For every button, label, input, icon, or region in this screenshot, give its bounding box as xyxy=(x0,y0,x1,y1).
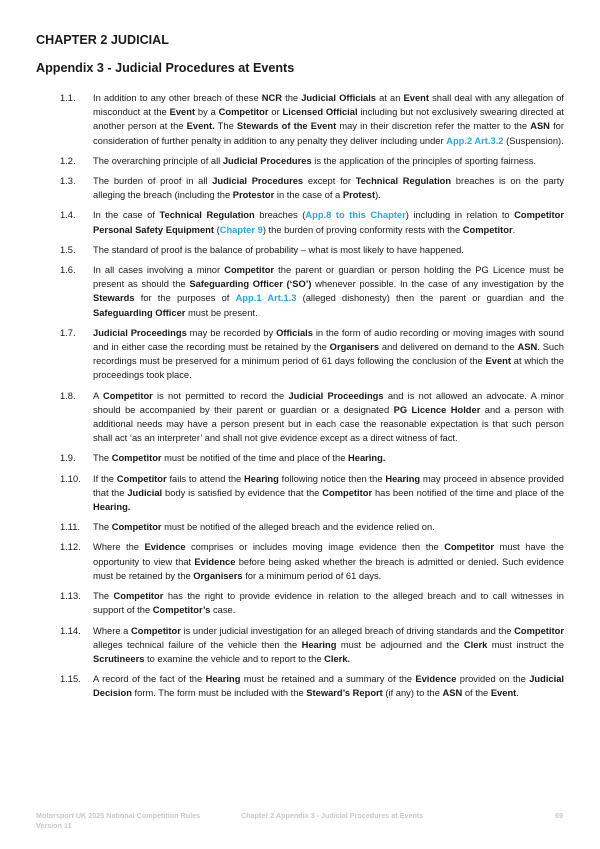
text-run: for a minimum period of 61 days. xyxy=(242,570,382,581)
article-number: 1.1. xyxy=(60,93,76,103)
defined-term: Organisers xyxy=(329,342,380,353)
article-item xyxy=(60,154,564,168)
defined-term: Competitor Personal Safety Equipment xyxy=(93,210,564,235)
text-run: alleges technical failure of the vehicle then the xyxy=(93,639,302,650)
text-run: is not permitted to record the xyxy=(152,390,289,401)
text-run: including but not exclusively swearing directed at another person at the xyxy=(93,107,564,132)
text-run: Where the xyxy=(93,542,145,553)
footer-publication xyxy=(36,811,200,831)
text-run: shall deal with any allegation of misconduct at the xyxy=(93,93,564,118)
article-item xyxy=(60,520,564,534)
text-run: ( xyxy=(213,224,220,235)
text-run: If the xyxy=(93,473,117,484)
defined-term: Competitor’s xyxy=(152,605,211,616)
defined-term: Competitor xyxy=(131,625,181,636)
footer-page-number: 69 xyxy=(555,811,563,820)
text-run: Where a xyxy=(93,625,132,636)
defined-term: Hearing. xyxy=(348,453,386,464)
text-run: . xyxy=(516,688,519,699)
text-run: the xyxy=(282,93,302,103)
defined-term: Stewards xyxy=(93,293,135,304)
text-run: whenever possible. In the case of any investigation by the xyxy=(311,279,564,290)
article-text xyxy=(93,263,564,320)
defined-term: ASN xyxy=(530,121,550,132)
footer-version: Version 11 xyxy=(36,821,72,830)
text-run: has been notified of the time and place of the xyxy=(372,487,564,498)
chapter-title: CHAPTER 2 JUDICIAL xyxy=(36,33,169,47)
defined-term: Competitor xyxy=(113,591,164,602)
article-number: 1.5. xyxy=(60,244,76,255)
article-item xyxy=(60,208,564,236)
text-run: in the form of audio recording or moving images with sound and in either case the recording must be retained by the xyxy=(93,327,564,353)
defined-term: Officials xyxy=(276,327,313,338)
text-run: must be retained and a summary of the xyxy=(240,674,416,685)
text-run: The xyxy=(214,121,237,132)
cross-reference-link[interactable]: Chapter 9 xyxy=(219,224,263,235)
defined-term: Competitor xyxy=(111,522,162,533)
defined-term: Competitor xyxy=(102,390,153,401)
defined-term: ASN xyxy=(517,342,538,353)
article-item xyxy=(60,672,564,700)
article-number: 1.15. xyxy=(60,674,81,685)
text-run: and is not allowed an advocate. A minor should be accompanied by their parent or guardian or a designated xyxy=(93,390,564,415)
text-run: for the purposes of xyxy=(134,293,236,304)
text-run: body is satisfied by evidence that the xyxy=(162,487,323,498)
appendix-title: Appendix 3 - Judicial Procedures at Events xyxy=(36,61,295,75)
defined-term: Safeguarding Officer xyxy=(93,307,186,318)
text-run: The xyxy=(93,522,112,533)
defined-term: Technical Regulation xyxy=(355,176,452,187)
article-number: 1.14. xyxy=(60,625,81,636)
defined-term: Competitor xyxy=(111,453,162,464)
text-run: In all cases involving a minor xyxy=(93,265,225,276)
text-run: fails to attend the xyxy=(166,473,245,484)
defined-term: Clerk. xyxy=(324,653,351,664)
defined-term: Hearing. xyxy=(93,502,131,513)
article-item xyxy=(60,174,564,202)
article-item xyxy=(60,91,564,148)
article-text xyxy=(93,540,564,583)
text-run: of the xyxy=(462,688,491,699)
article-number: 1.11. xyxy=(60,522,81,533)
article-number: 1.9. xyxy=(60,453,76,464)
article-text xyxy=(93,326,564,383)
defined-term: Hearing xyxy=(301,639,337,650)
text-run: . Such recordings must be preserved for a minimum period of 61 days following the conclusion of the xyxy=(93,342,564,367)
defined-term: Judicial Decision xyxy=(93,674,565,699)
defined-term: Technical Regulation xyxy=(159,210,255,221)
text-run: The xyxy=(93,591,114,602)
text-run: The xyxy=(93,453,112,464)
defined-term: Event xyxy=(490,688,517,699)
defined-term: Licensed Official xyxy=(282,107,358,118)
text-run: The overarching principle of all xyxy=(93,155,223,166)
defined-term: Organisers xyxy=(193,570,243,581)
article-text xyxy=(93,91,564,148)
text-run: comprises or includes moving image evidence then the xyxy=(185,542,445,553)
article-text xyxy=(93,589,564,617)
text-run: (if any) to the xyxy=(382,688,443,699)
text-run: may proceed in absence provided that the xyxy=(93,473,565,498)
text-run: is under judicial investigation for an alleged breach of driving standards and the xyxy=(180,625,515,636)
article-number: 1.8. xyxy=(60,390,76,401)
cross-reference-link[interactable]: App.8 to this Chapter xyxy=(305,210,406,221)
article-number: 1.2. xyxy=(60,155,76,166)
text-run: the parent or guardian or person holding the PG Licence must be present as should the xyxy=(93,265,564,290)
text-run: in the case of a xyxy=(274,190,343,201)
defined-term: Competitor xyxy=(462,224,513,235)
defined-term: Scrutineers xyxy=(93,653,145,664)
text-run: at which the proceedings took place. xyxy=(93,356,564,381)
article-number: 1.4. xyxy=(60,210,76,221)
article-item xyxy=(60,589,564,617)
defined-term: Safeguarding Officer (‘SO’) xyxy=(189,279,312,290)
text-run: and a person with additional needs may have a person present but in each case the reasonable expectation is that such person shall act ‘as an interpreter’ and shall not give evidence except as a direct witness of fact. xyxy=(93,404,564,444)
defined-term: Clerk xyxy=(463,639,488,650)
article-number: 1.3. xyxy=(60,176,76,187)
text-run: In the case of xyxy=(93,210,160,221)
text-run: ). xyxy=(375,190,381,201)
text-run: must be present. xyxy=(185,307,258,318)
article-number: 1.7. xyxy=(60,327,76,338)
article-item xyxy=(60,472,564,515)
defined-term: Event xyxy=(169,107,196,118)
cross-reference-link[interactable]: App.1 Art.1.3 xyxy=(235,293,297,304)
text-run: must be notified of the alleged breach and the evidence relied on. xyxy=(161,522,435,533)
text-run: for consideration of further penalty in addition to any penalty they deliver including under xyxy=(93,121,564,146)
text-run: A record of the fact of the xyxy=(93,674,206,685)
text-run: breaches ( xyxy=(254,210,306,221)
article-text xyxy=(93,472,564,515)
defined-term: Hearing xyxy=(205,674,241,685)
text-run: case. xyxy=(210,605,236,616)
article-text xyxy=(93,389,564,446)
defined-term: Judicial Officials xyxy=(301,93,377,103)
article-number: 1.10. xyxy=(60,473,81,484)
defined-term: Protest xyxy=(342,190,376,201)
footer-publication-title: Motorsport UK 2025 National Competition Rules xyxy=(36,811,201,820)
cross-reference-link[interactable]: App.2 Art.3.2 xyxy=(446,135,504,146)
text-run: must have the opportunity to view that xyxy=(93,542,564,567)
article-item xyxy=(60,243,564,257)
text-run: except for xyxy=(303,176,356,187)
defined-term: NCR xyxy=(261,93,283,103)
defined-term: Evidence xyxy=(144,542,186,553)
article-text xyxy=(93,174,564,202)
text-run: A xyxy=(93,390,103,401)
text-run: ) the burden of proving conformity rests with the xyxy=(262,224,463,235)
text-run: breaches is on the party alleging the breach (including the xyxy=(93,176,564,201)
footer-section: Chapter 2 Appendix 3 - Judicial Procedures at Events xyxy=(241,811,424,820)
defined-term: Judicial Procedures xyxy=(222,155,312,166)
defined-term: Protestor xyxy=(232,190,275,201)
article-number: 1.13. xyxy=(60,591,81,602)
defined-term: Judicial Procedures xyxy=(212,176,304,187)
defined-term: Event xyxy=(403,93,429,103)
text-run: form. The form must be included with the xyxy=(131,688,307,699)
article-item xyxy=(60,263,564,320)
article-text xyxy=(93,672,564,700)
defined-term: Competitor xyxy=(218,107,269,118)
text-run: may be recorded by xyxy=(186,327,277,338)
article-item xyxy=(60,326,564,383)
article-item xyxy=(60,389,564,446)
text-run: must instruct the xyxy=(487,639,564,650)
article-number: 1.6. xyxy=(60,265,76,276)
text-run: and delivered on demand to the xyxy=(379,342,518,353)
article-text xyxy=(93,243,564,257)
defined-term: Event. xyxy=(186,121,215,132)
defined-term: Judicial Proceedings xyxy=(93,327,187,338)
defined-term: Competitor xyxy=(322,487,373,498)
text-run: The standard of proof is the balance of probability – what is most likely to have happened. xyxy=(93,244,464,255)
defined-term: Evidence xyxy=(194,556,236,567)
article-item xyxy=(60,540,564,583)
article-text xyxy=(93,154,564,168)
text-run: (alleged dishonesty) then the parent or guardian and the xyxy=(296,293,564,304)
article-text xyxy=(93,624,564,667)
article-text xyxy=(93,520,564,534)
defined-term: ASN xyxy=(442,688,463,699)
text-run: at an xyxy=(376,93,404,103)
article-text xyxy=(93,451,564,465)
text-run: must be notified of the time and place of the xyxy=(161,453,349,464)
defined-term: Competitor xyxy=(224,265,275,276)
defined-term: Competitor xyxy=(116,473,167,484)
defined-term: Stewards of the Event xyxy=(236,121,337,132)
defined-term: Event xyxy=(485,356,511,367)
defined-term: Judicial xyxy=(127,487,163,498)
text-run: following notice then the xyxy=(278,473,386,484)
article-list xyxy=(60,91,564,707)
text-run: provided on the xyxy=(456,674,530,685)
text-run: must be adjourned and the xyxy=(336,639,464,650)
article-item xyxy=(60,451,564,465)
defined-term: PG Licence Holder xyxy=(393,404,481,415)
text-run: by a xyxy=(195,107,219,118)
text-run: to examine the vehicle and to report to the xyxy=(144,653,325,664)
text-run: In addition to any other breach of these xyxy=(93,93,262,103)
defined-term: Steward’s Report xyxy=(306,688,383,699)
text-run: or xyxy=(268,107,283,118)
defined-term: Hearing xyxy=(244,473,279,484)
article-number: 1.12. xyxy=(60,542,81,553)
defined-term: Judicial Proceedings xyxy=(288,390,384,401)
defined-term: Hearing xyxy=(385,473,421,484)
defined-term: Competitor xyxy=(514,625,564,636)
text-run: The burden of proof in all xyxy=(93,176,213,187)
article-text xyxy=(93,208,564,236)
text-run: . xyxy=(512,224,516,235)
text-run: before being asked whether the breach is admitted or denied. Such evidence must be retained by the xyxy=(93,556,564,581)
text-run: may in their discretion refer the matter to the xyxy=(336,121,531,132)
text-run: (Suspension). xyxy=(503,135,564,146)
text-run: has the right to provide evidence in relation to the alleged breach and to call witnesses in support of the xyxy=(93,591,564,616)
text-run: is the application of the principles of sporting fairness. xyxy=(311,155,537,166)
defined-term: Competitor xyxy=(444,542,495,553)
article-item xyxy=(60,624,564,667)
defined-term: Evidence xyxy=(415,674,457,685)
text-run: ) including in relation to xyxy=(405,210,515,221)
